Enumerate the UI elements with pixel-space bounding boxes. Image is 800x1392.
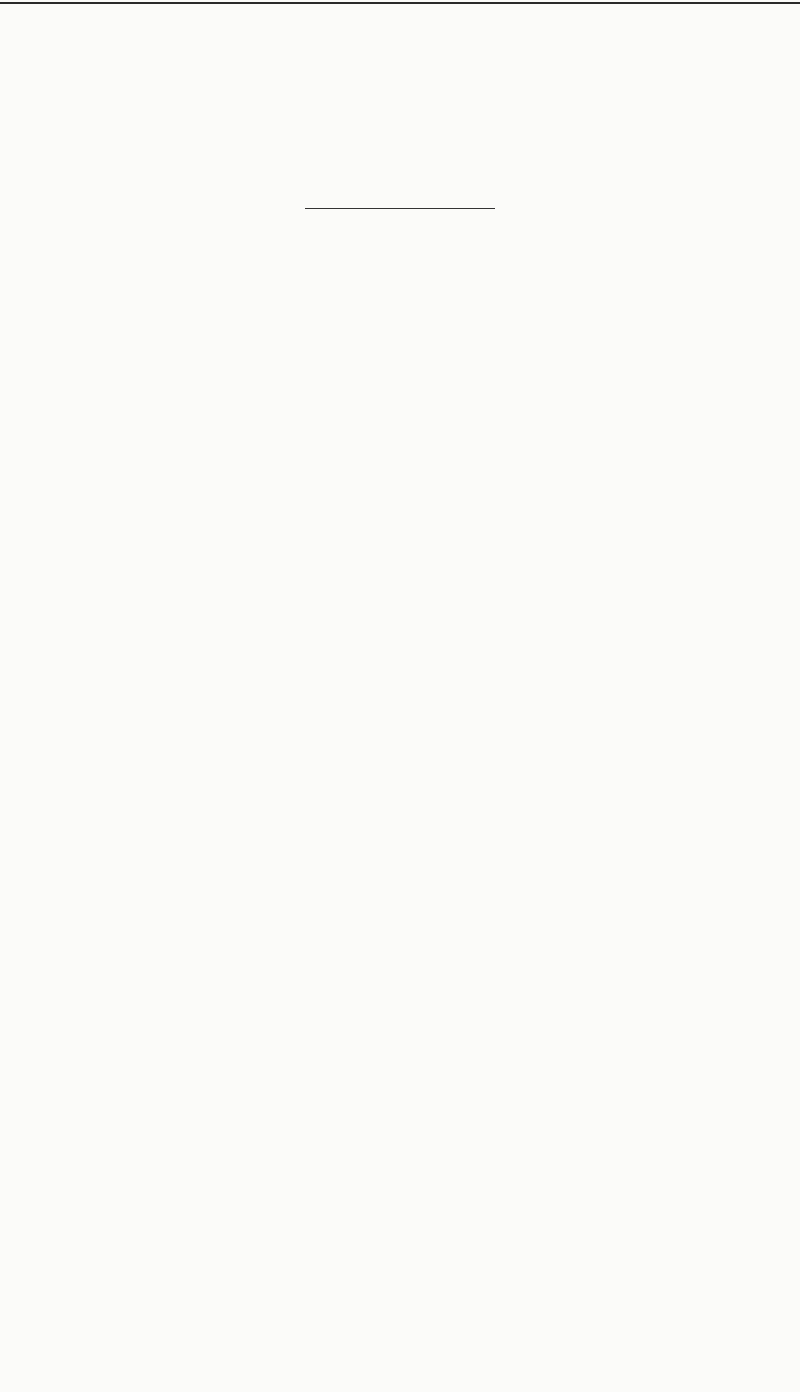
title-divider: [305, 208, 495, 209]
top-border: [0, 2, 800, 4]
